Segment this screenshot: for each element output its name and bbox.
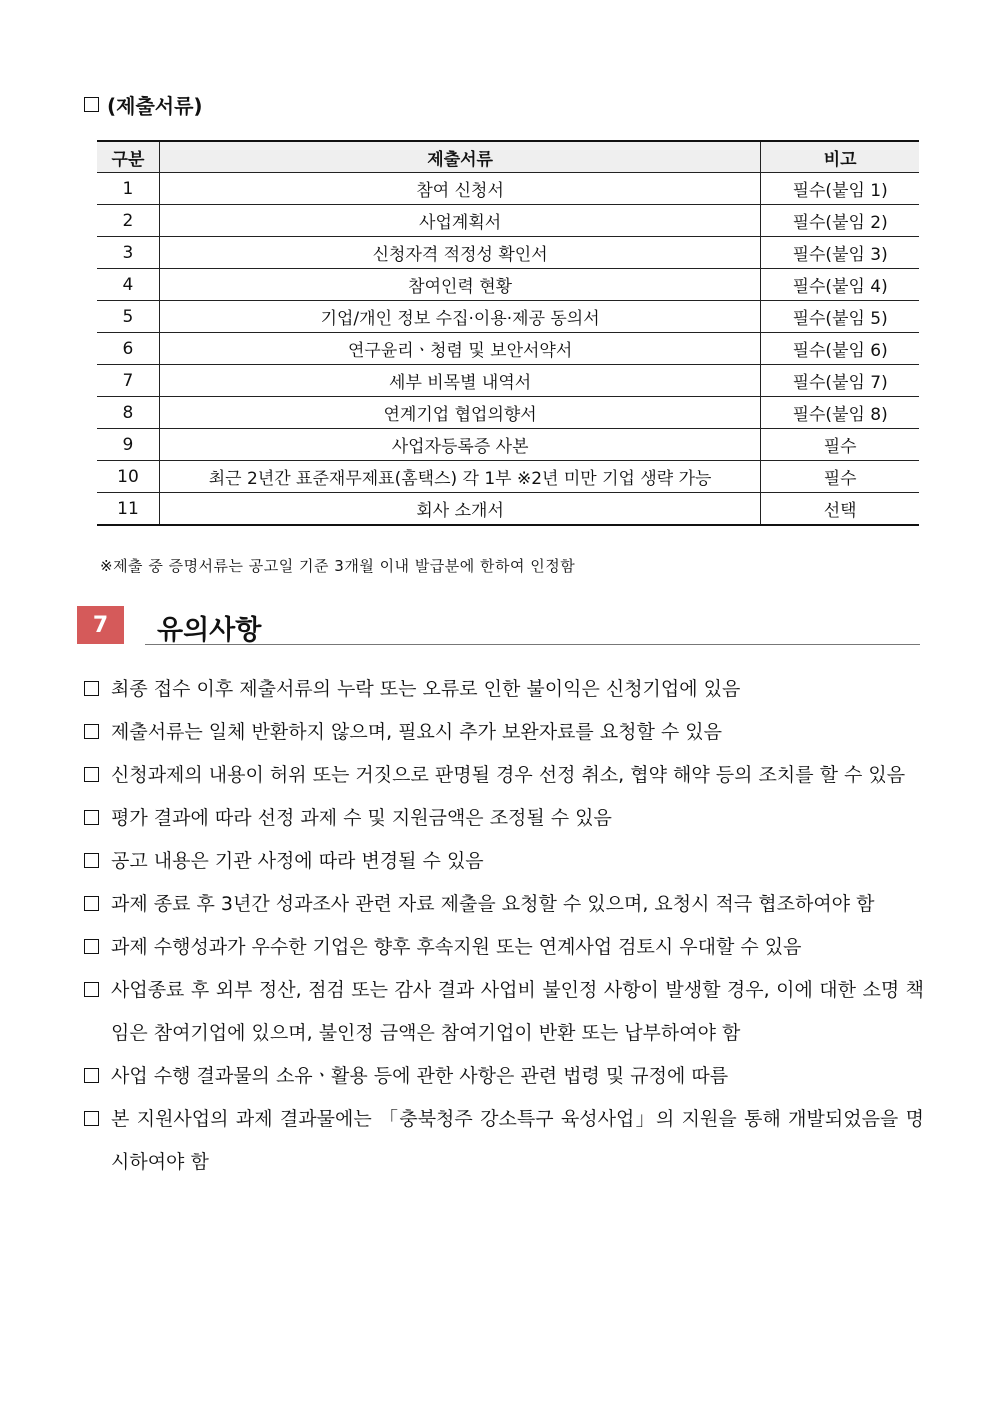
checkbox-square-icon bbox=[84, 939, 99, 954]
row-note: 필수(붙임 4) bbox=[761, 269, 919, 301]
list-item-text: 제출서류는 일체 반환하지 않으며, 필요시 추가 보완자료를 요청할 수 있음 bbox=[111, 721, 723, 743]
list-item bbox=[84, 754, 924, 797]
list-item-text: 최종 접수 이후 제출서류의 누락 또는 오류로 인한 불이익은 신청기업에 있음 bbox=[111, 678, 741, 700]
row-no: 11 bbox=[97, 493, 159, 526]
section-number-badge: 7 bbox=[77, 606, 124, 644]
row-doc: 참여 신청서 bbox=[159, 173, 760, 205]
list-item bbox=[84, 1055, 924, 1098]
row-note: 필수(붙임 7) bbox=[761, 365, 919, 397]
checkbox-square-icon bbox=[84, 767, 99, 782]
table-row bbox=[97, 301, 919, 333]
list-item bbox=[84, 840, 924, 883]
row-no: 2 bbox=[97, 205, 159, 237]
submission-heading bbox=[84, 90, 203, 119]
list-item bbox=[84, 711, 924, 754]
section-title: 유의사항 bbox=[157, 615, 262, 646]
notice-list bbox=[84, 668, 924, 1184]
table-header-row bbox=[97, 141, 919, 173]
row-doc: 참여인력 현황 bbox=[159, 269, 760, 301]
row-doc: 회사 소개서 bbox=[159, 493, 760, 526]
row-no: 6 bbox=[97, 333, 159, 365]
header-no: 구분 bbox=[97, 141, 159, 173]
row-doc: 기업/개인 정보 수집·이용·제공 동의서 bbox=[159, 301, 760, 333]
row-no: 8 bbox=[97, 397, 159, 429]
checkbox-square-icon bbox=[84, 982, 99, 997]
table-row bbox=[97, 269, 919, 301]
row-no: 3 bbox=[97, 237, 159, 269]
checkbox-square-icon bbox=[84, 896, 99, 911]
row-no: 7 bbox=[97, 365, 159, 397]
list-item bbox=[84, 926, 924, 969]
submission-heading-text: (제출서류) bbox=[107, 94, 203, 118]
list-item-text: 본 지원사업의 과제 결과물에는 「충북청주 강소특구 육성사업」의 지원을 통해 개발되었음을 명시하여야 함 bbox=[111, 1108, 924, 1173]
table-row bbox=[97, 237, 919, 269]
checkbox-square-icon bbox=[84, 724, 99, 739]
list-item-text: 사업종료 후 외부 정산, 점검 또는 감사 결과 사업비 불인정 사항이 발생할 경우, 이에 대한 소명 책임은 참여기업에 있으며, 불인정 금액은 참여기업이 반환 또는 납부하여야 함 bbox=[111, 979, 924, 1044]
row-note: 필수(붙임 1) bbox=[761, 173, 919, 205]
list-item bbox=[84, 1098, 924, 1184]
checkbox-square-icon bbox=[84, 97, 99, 112]
list-item-text: 사업 수행 결과물의 소유ㆍ활용 등에 관한 사항은 관련 법령 및 규정에 따름 bbox=[111, 1065, 729, 1087]
table-row bbox=[97, 429, 919, 461]
list-item-text: 과제 수행성과가 우수한 기업은 향후 후속지원 또는 연계사업 검토시 우대할 수 있음 bbox=[111, 936, 802, 958]
row-no: 4 bbox=[97, 269, 159, 301]
header-note: 비고 bbox=[761, 141, 919, 173]
list-item-text: 평가 결과에 따라 선정 과제 수 및 지원금액은 조정될 수 있음 bbox=[111, 807, 612, 829]
table-row bbox=[97, 493, 919, 526]
row-note: 필수(붙임 3) bbox=[761, 237, 919, 269]
list-item bbox=[84, 797, 924, 840]
table-row bbox=[97, 397, 919, 429]
row-doc: 사업계획서 bbox=[159, 205, 760, 237]
list-item bbox=[84, 969, 924, 1055]
list-item bbox=[84, 668, 924, 711]
checkbox-square-icon bbox=[84, 1068, 99, 1083]
row-no: 5 bbox=[97, 301, 159, 333]
checkbox-square-icon bbox=[84, 681, 99, 696]
row-doc: 연구윤리ㆍ청렴 및 보안서약서 bbox=[159, 333, 760, 365]
row-doc: 연계기업 협업의향서 bbox=[159, 397, 760, 429]
table-row bbox=[97, 333, 919, 365]
list-item bbox=[84, 883, 924, 926]
row-no: 10 bbox=[97, 461, 159, 493]
row-note: 필수 bbox=[761, 461, 919, 493]
checkbox-square-icon bbox=[84, 810, 99, 825]
row-note: 필수(붙임 5) bbox=[761, 301, 919, 333]
table-row bbox=[97, 173, 919, 205]
row-note: 선택 bbox=[761, 493, 919, 526]
submission-table bbox=[97, 140, 919, 526]
list-item-text: 신청과제의 내용이 허위 또는 거짓으로 판명될 경우 선정 취소, 협약 해약 등의 조치를 할 수 있음 bbox=[111, 764, 906, 786]
row-doc: 사업자등록증 사본 bbox=[159, 429, 760, 461]
row-note: 필수(붙임 8) bbox=[761, 397, 919, 429]
row-note: 필수(붙임 2) bbox=[761, 205, 919, 237]
list-item-text: 과제 종료 후 3년간 성과조사 관련 자료 제출을 요청할 수 있으며, 요청시 적극 협조하여야 함 bbox=[111, 893, 875, 915]
checkbox-square-icon bbox=[84, 853, 99, 868]
row-note: 필수 bbox=[761, 429, 919, 461]
section-7-header bbox=[77, 606, 920, 646]
list-item-text: 공고 내용은 기관 사정에 따라 변경될 수 있음 bbox=[111, 850, 484, 872]
header-doc: 제출서류 bbox=[159, 141, 760, 173]
table-row bbox=[97, 365, 919, 397]
row-doc: 최근 2년간 표준재무제표(홈택스) 각 1부 ※2년 미만 기업 생략 가능 bbox=[159, 461, 760, 493]
table-row bbox=[97, 205, 919, 237]
row-doc: 신청자격 적정성 확인서 bbox=[159, 237, 760, 269]
row-note: 필수(붙임 6) bbox=[761, 333, 919, 365]
table-row bbox=[97, 461, 919, 493]
section-divider bbox=[145, 644, 920, 645]
checkbox-square-icon bbox=[84, 1111, 99, 1126]
row-no: 1 bbox=[97, 173, 159, 205]
row-doc: 세부 비목별 내역서 bbox=[159, 365, 760, 397]
table-footnote: ※제출 중 증명서류는 공고일 기준 3개월 이내 발급분에 한하여 인정함 bbox=[100, 557, 576, 575]
row-no: 9 bbox=[97, 429, 159, 461]
